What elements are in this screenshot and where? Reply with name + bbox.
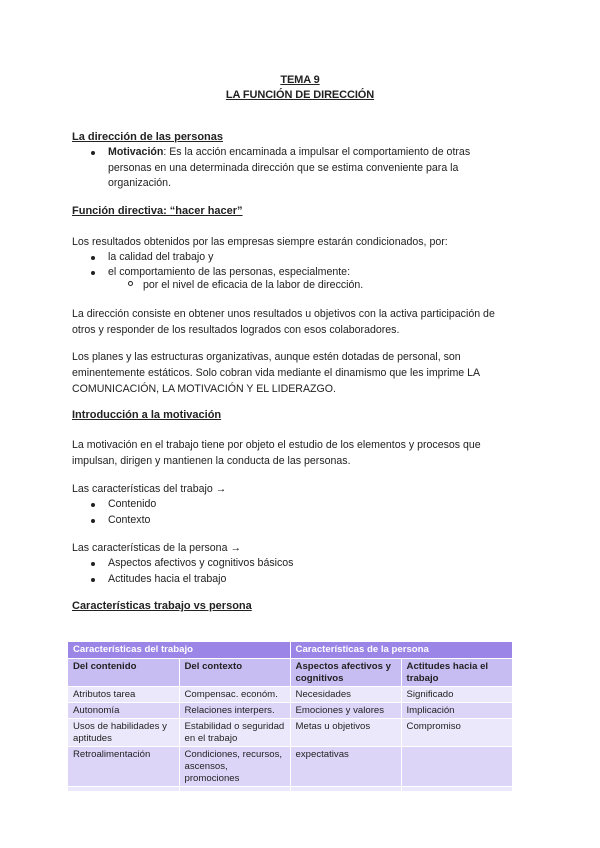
paragraph-line: COMUNICACIÓN, LA MOTIVACIÓN Y EL LIDERAZGO. xyxy=(72,383,336,395)
paragraph-line: eminentemente estáticos. Solo cobran vida mediante el dinamismo que les imprime LA xyxy=(72,367,481,379)
paragraph-line: impulsan, dirigen y mantienen la conducta de las personas. xyxy=(72,455,351,467)
paragraph-motivacion xyxy=(72,437,522,469)
table-cell: Usos de habilidades y aptitudes xyxy=(68,719,179,747)
caracteristicas-table xyxy=(68,642,512,791)
column-header: Del contexto xyxy=(179,659,290,687)
table-row xyxy=(68,719,512,747)
motivacion-line-1: : Es la acción encaminada a impulsar el comportamiento de otras xyxy=(163,146,471,158)
table-cell: Estabilidad o seguridad en el trabajo xyxy=(179,719,290,747)
bullet-dot xyxy=(91,256,95,260)
table-cell-empty xyxy=(401,787,512,792)
paragraph-line: Los planes y las estructuras organizativas, aunque estén dotadas de personal, son xyxy=(72,351,461,363)
bullet-dot xyxy=(91,562,95,566)
table-cell: Necesidades xyxy=(290,687,401,703)
table-cell: Metas u objetivos xyxy=(290,719,401,747)
document-title: LA FUNCIÓN DE DIRECCIÓN xyxy=(225,89,375,101)
paragraph-line: La dirección consiste en obtener unos resultados u objetivos con la activa participación de xyxy=(72,308,495,320)
table-cell-empty xyxy=(68,787,179,792)
topic-number: TEMA 9 xyxy=(280,74,320,86)
heading-direccion-personas: La dirección de las personas xyxy=(72,131,224,143)
caracteristicas-persona-label xyxy=(72,540,522,556)
table-cell-empty xyxy=(290,787,401,792)
motivacion-line-2: personas en una determinada dirección que se estima conveniente para la xyxy=(108,162,459,174)
caracteristicas-trabajo-label xyxy=(72,481,522,497)
heading-introduccion-motivacion: Introducción a la motivación xyxy=(72,409,222,421)
paragraph-line: La motivación en el trabajo tiene por objeto el estudio de los elementos y procesos que xyxy=(72,439,481,451)
bullet-dot xyxy=(91,503,95,507)
table-cell xyxy=(401,747,512,787)
bullet-dot xyxy=(91,271,95,275)
resultados-intro-text: Los resultados obtenidos por las empresas siempre estarán condicionados, por: xyxy=(72,236,448,248)
table-cell: Relaciones interpers. xyxy=(179,703,290,719)
resultados-intro xyxy=(72,234,522,250)
bullet-contexto: Contexto xyxy=(108,514,151,526)
table-cell: expectativas xyxy=(290,747,401,787)
group-header-persona: Características de la persona xyxy=(290,642,512,659)
bullet-actitudes: Actitudes hacia el trabajo xyxy=(108,573,227,585)
motivacion-label: Motivación xyxy=(108,146,164,158)
caracteristicas-persona-text: Las características de la persona → xyxy=(72,542,241,554)
table-group-header-row xyxy=(68,642,512,659)
bullet-dot xyxy=(91,151,95,155)
paragraph-line: otros y responder de los resultados logrados con esos colaboradores. xyxy=(72,324,400,336)
bullet-calidad-trabajo: la calidad del trabajo y xyxy=(108,251,214,263)
paragraph-direccion xyxy=(72,306,522,338)
table-cell: Emociones y valores xyxy=(290,703,401,719)
column-header: Aspectos afectivos y cognitivos xyxy=(290,659,401,687)
bullet-comportamiento: el comportamiento de las personas, especialmente: xyxy=(108,266,351,278)
table-cell: Atributos tarea xyxy=(68,687,179,703)
paragraph-planes xyxy=(72,349,522,397)
table-row xyxy=(68,747,512,787)
sub-bullet-eficacia: por el nivel de eficacia de la labor de dirección. xyxy=(143,279,364,291)
motivacion-line-3: organización. xyxy=(108,177,172,189)
bullet-dot xyxy=(91,578,95,582)
table-cell: Implicación xyxy=(401,703,512,719)
bullet-dot xyxy=(91,519,95,523)
sub-bullet-circle xyxy=(128,281,133,286)
table-row xyxy=(68,687,512,703)
table-cell-empty xyxy=(179,787,290,792)
heading-trabajo-vs-persona: Características trabajo vs persona xyxy=(72,600,252,612)
group-header-trabajo: Características del trabajo xyxy=(68,642,290,659)
table-cell: Autonomía xyxy=(68,703,179,719)
bullet-contenido: Contenido xyxy=(108,498,157,510)
table-cell: Significado xyxy=(401,687,512,703)
table-cell: Condiciones, recursos, ascensos, promociones xyxy=(179,747,290,787)
caracteristicas-trabajo-text: Las características del trabajo → xyxy=(72,483,227,495)
table-cell: Retroalimentación xyxy=(68,747,179,787)
table-cell: Compensac. económ. xyxy=(179,687,290,703)
table-row xyxy=(68,703,512,719)
column-header: Del contenido xyxy=(68,659,179,687)
table-row-empty xyxy=(68,787,512,792)
motivacion-definition xyxy=(108,144,470,160)
column-header: Actitudes hacia el trabajo xyxy=(401,659,512,687)
table-column-header-row xyxy=(68,659,512,687)
heading-funcion-directiva: Función directiva: “hacer hacer” xyxy=(72,205,243,217)
bullet-aspectos-afectivos: Aspectos afectivos y cognitivos básicos xyxy=(108,557,294,569)
table-cell: Compromiso xyxy=(401,719,512,747)
